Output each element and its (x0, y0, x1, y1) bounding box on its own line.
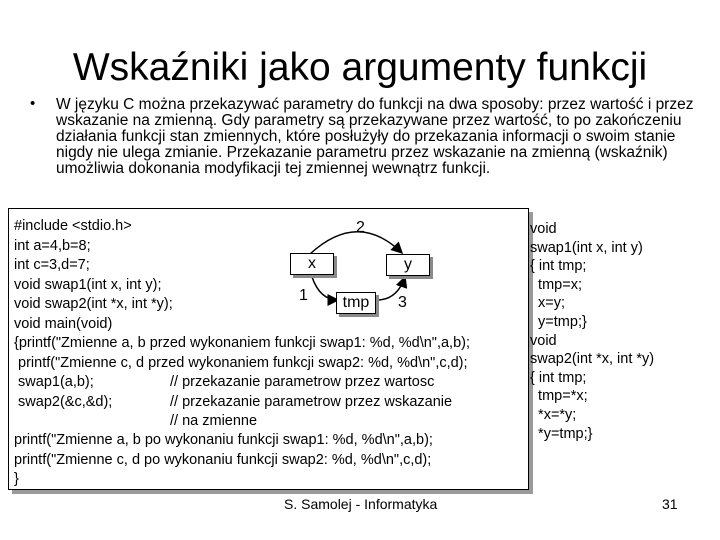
step-label-2: 2 (356, 219, 365, 236)
arrow-1 (312, 277, 338, 300)
code-line: printf("Zmienne c, d przed wykonaniem funkcji swap2: %d, %d\n",c,d); (14, 355, 468, 371)
side-code-line: swap1(int x, int y) (530, 239, 643, 256)
step-label-1: 1 (299, 287, 308, 304)
side-code-line: { int tmp; (530, 369, 587, 386)
bullet-paragraph: W języku C można przekazywać parametry do funkcji na dwa sposoby: przez wartość i przez wskazanie na zmienną. Gdy parametry są przekazywane przez wartość, to po zakończeniu działania funkcji stan zmiennych, które posłużyły do przekazania informacji o swoim stanie nigdy nie ulega zmianie. Przekazanie parametru przez wskazanie na zmienną (wskaźnik) umożliwia dokonania modyfikacji tej zmiennej wewnątrz funkcji. (56, 96, 694, 177)
side-code-line: { int tmp; (530, 258, 587, 275)
code-comment: // na zmienne (170, 413, 258, 429)
code-line: void swap1(int x, int y); (14, 277, 162, 293)
step-label-3: 3 (398, 294, 407, 311)
code-comment: // przekazanie parametrow przez wskazanie (170, 394, 453, 410)
code-line: int c=3,d=7; (14, 257, 90, 273)
side-code-line: swap2(int *x, int *y) (530, 351, 655, 368)
variable-y-box: y (386, 254, 430, 276)
page-number: 31 (662, 496, 678, 512)
code-line: printf("Zmienne c, d po wykonaniu funkcji swap2: %d, %d\n",c,d); (14, 452, 432, 468)
variable-tmp-box: tmp (336, 292, 376, 314)
side-code-line: y=tmp;} (530, 313, 587, 330)
side-code-line: tmp=*x; (530, 388, 588, 405)
code-line: printf("Zmienne a, b po wykonaniu funkcji swap1: %d, %d\n",a,b); (14, 432, 433, 448)
code-line: swap1(a,b); (14, 374, 94, 390)
code-line: } (14, 471, 19, 487)
code-line: #include <stdio.h> (14, 218, 132, 234)
code-line: void swap2(int *x, int *y); (14, 296, 173, 312)
side-code-block (530, 220, 680, 443)
bullet-marker: • (30, 95, 36, 112)
slide-title: Wskaźniki jako argumenty funkcji (72, 46, 648, 89)
code-line: int a=4,b=8; (14, 238, 91, 254)
code-line: void main(void) (14, 316, 113, 332)
code-comment: // przekazanie parametrow przez wartosc (170, 374, 435, 390)
side-code-line: x=y; (530, 295, 566, 312)
side-code-line: *x=*y; (530, 406, 577, 423)
code-line: {printf("Zmienne a, b przed wykonaniem funkcji swap1: %d, %d\n",a,b); (14, 335, 470, 351)
side-code-line: void (530, 332, 557, 349)
side-code-line: void (530, 221, 557, 237)
variable-x-box: x (290, 253, 334, 275)
footer-author: S. Samolej - Informatyka (284, 496, 438, 512)
code-line: swap2(&c,&d); (14, 394, 113, 410)
side-code-line: tmp=x; (530, 276, 582, 293)
side-code-line: *y=tmp;} (530, 425, 593, 442)
